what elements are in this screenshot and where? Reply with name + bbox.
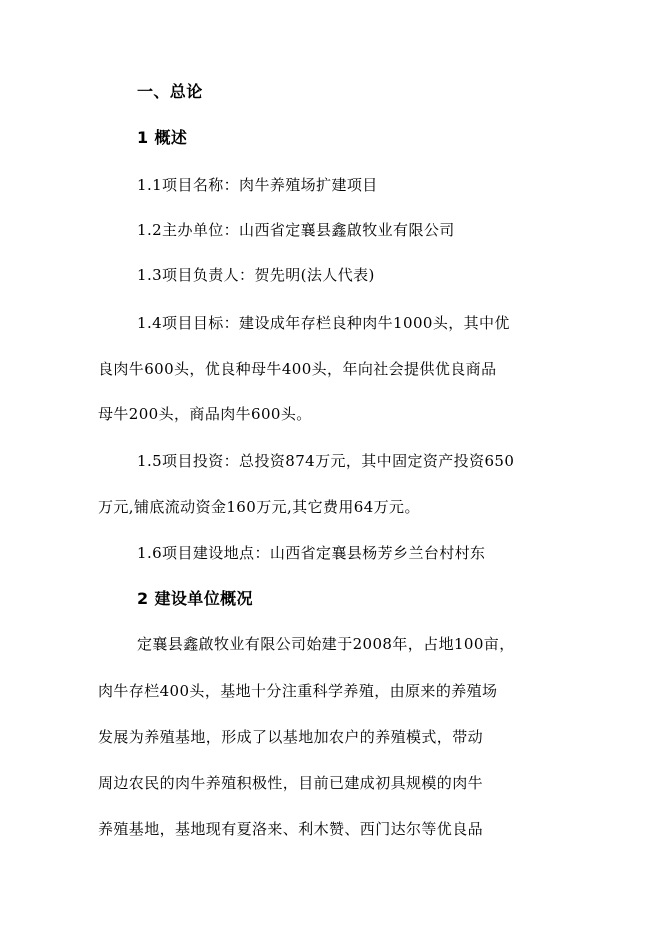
- project-leader: 1.3项目负责人：贺先明(法人代表): [137, 266, 375, 284]
- project-investment-line: 万元,铺底流动资金160万元,其它费用64万元。: [98, 498, 420, 516]
- project-name: 1.1项目名称：肉牛养殖场扩建项目: [137, 176, 378, 194]
- project-goal-line: 1.4项目目标：建设成年存栏良种肉牛1000头，其中优: [137, 314, 510, 332]
- project-investment-line: 1.5项目投资：总投资874万元，其中固定资产投资650: [137, 452, 515, 470]
- project-goal-line: 母牛200头，商品肉牛600头。: [98, 405, 312, 423]
- project-goal-line: 良肉牛600头，优良种母牛400头，年向社会提供优良商品: [98, 360, 497, 378]
- company-paragraph-line: 定襄县鑫啟牧业有限公司始建于2008年，占地100亩，: [137, 635, 515, 653]
- company-heading: 2 建设单位概况: [137, 589, 253, 608]
- company-paragraph-line: 肉牛存栏400头，基地十分注重科学养殖，由原来的养殖场: [98, 682, 498, 700]
- company-paragraph-line: 周边农民的肉牛养殖积极性，目前已建成初具规模的肉牛: [98, 774, 484, 792]
- company-paragraph-line: 养殖基地，基地现有夏洛来、利木赞、西门达尔等优良品: [98, 820, 484, 838]
- overview-heading: 1 概述: [137, 128, 188, 147]
- section-title: 一、总论: [137, 82, 203, 101]
- company-paragraph-line: 发展为养殖基地，形成了以基地加农户的养殖模式，带动: [98, 728, 484, 746]
- sponsor-unit: 1.2主办单位：山西省定襄县鑫啟牧业有限公司: [137, 221, 455, 239]
- project-location: 1.6项目建设地点：山西省定襄县杨芳乡兰台村村东: [137, 544, 486, 562]
